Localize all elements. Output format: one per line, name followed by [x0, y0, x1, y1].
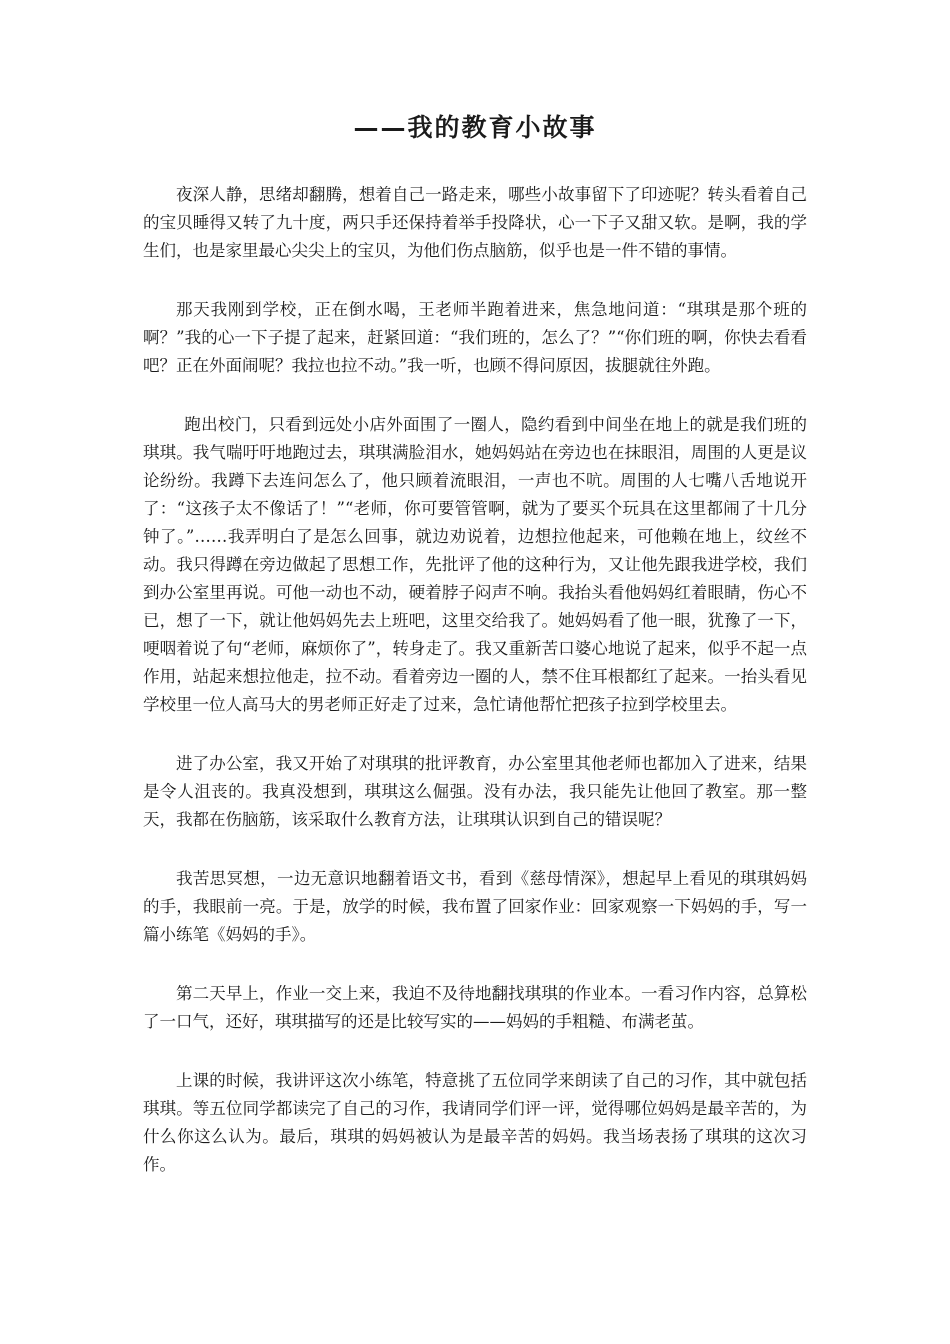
- paragraph: 那天我刚到学校，正在倒水喝，王老师半跑着进来，焦急地问道：“琪琪是那个班的啊？”我的心一下子提了起来，赶紧回道：“我们班的，怎么了？”“你们班的啊，你快去看看吧？正在外面闹呢？我拉也拉不动。”我一听，也顾不得问原因，拔腿就往外跑。: [143, 300, 807, 375]
- document-body: [143, 181, 807, 1210]
- document-title: ——我的教育小故事: [353, 113, 597, 142]
- paragraph: 我苦思冥想，一边无意识地翻着语文书，看到《慈母情深》，想起早上看见的琪琪妈妈的手，我眼前一亮。于是，放学的时候，我布置了回家作业：回家观察一下妈妈的手，写一篇小练笔《妈妈的手》。: [143, 869, 807, 944]
- paragraph: 夜深人静，思绪却翻腾，想着自己一路走来，哪些小故事留下了印迹呢？转头看着自己的宝贝睡得又转了九十度，两只手还保持着举手投降状，心一下子又甜又软。是啊，我的学生们，也是家里最心尖尖上的宝贝，为他们伤点脑筋，似乎也是一件不错的事情。: [143, 185, 807, 260]
- paragraph: 进了办公室，我又开始了对琪琪的批评教育，办公室里其他老师也都加入了进来，结果是令人沮丧的。我真没想到，琪琪这么倔强。没有办法，我只能先让他回了教室。那一整天，我都在伤脑筋，该采取什么教育方法，让琪琪认识到自己的错误呢？: [143, 754, 807, 829]
- paragraph: 第二天早上，作业一交上来，我迫不及待地翻找琪琪的作业本。一看习作内容，总算松了一口气，还好，琪琪描写的还是比较写实的——妈妈的手粗糙、布满老茧。: [143, 984, 807, 1031]
- paragraph: 上课的时候，我讲评这次小练笔，特意挑了五位同学来朗读了自己的习作，其中就包括琪琪。等五位同学都读完了自己的习作，我请同学们评一评，觉得哪位妈妈是最辛苦的，为什么你这么认为。最后，琪琪的妈妈被认为是最辛苦的妈妈。我当场表扬了琪琪的这次习作。: [143, 1071, 807, 1174]
- paragraph: 跑出校门，只看到远处小店外面围了一圈人，隐约看到中间坐在地上的就是我们班的琪琪。我气喘吁吁地跑过去，琪琪满脸泪水，她妈妈站在旁边也在抹眼泪，周围的人更是议论纷纷。我蹲下去连问怎么了，他只顾着流眼泪，一声也不吭。周围的人七嘴八舌地说开了：“这孩子太不像话了！”“老师，你可要管管啊，就为了要买个玩具在这里都闹了十几分钟了。”……我弄明白了是怎么回事，就边劝说着，边想拉他起来，可他赖在地上，纹丝不动。我只得蹲在旁边做起了思想工作，先批评了他的这种行为，又让他先跟我进学校，我们到办公室里再说。可他一动也不动，硬着脖子闷声不响。我抬头看他妈妈红着眼睛，伤心不已，想了一下，就让他妈妈先去上班吧，这里交给我了。她妈妈看了他一眼，犹豫了一下，哽咽着说了句“老师，麻烦你了”，转身走了。我又重新苦口婆心地说了起来，似乎不起一点作用，站起来想拉他走，拉不动。看着旁边一圈的人，禁不住耳根都红了起来。一抬头看见学校里一位人高马大的男老师正好走了过来，急忙请他帮忙把孩子拉到学校里去。: [143, 415, 807, 714]
